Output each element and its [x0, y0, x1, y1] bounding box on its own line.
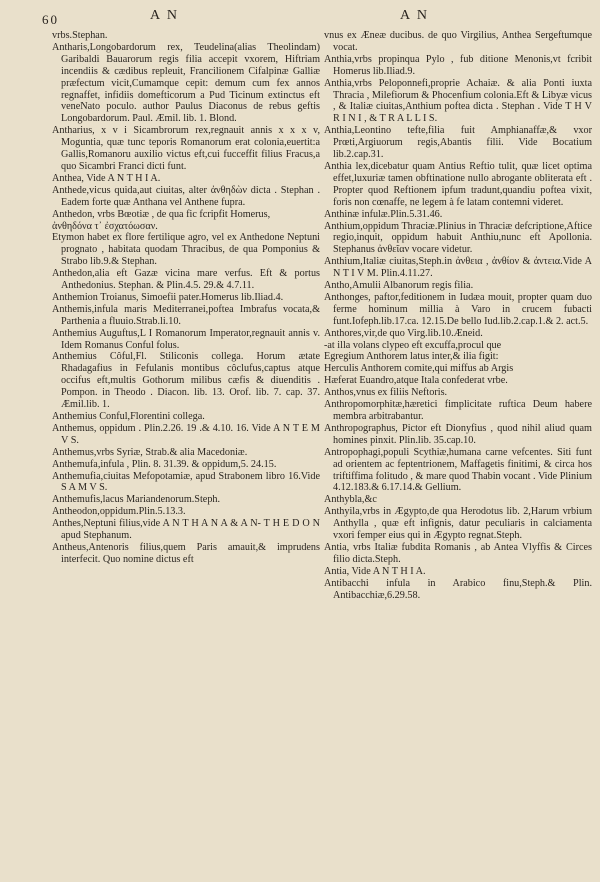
dictionary-entry: Antho,Amulii Albanorum regis filia.: [324, 280, 474, 292]
dictionary-entry: Anthemufia,ciuitas Mefopotamiæ, apud Strabonem libro 16.Vide S A M V S.: [52, 470, 320, 494]
dictionary-entry: Herculis Anthorem comite,qui miffus ab Argis: [324, 363, 514, 375]
dictionary-entry: Anthedon, vrbs Bœotiæ , de qua fic fcripfit Homerus,: [52, 208, 271, 220]
dictionary-entry: Anthia,vrbs Peloponnefi,proprie Achaiæ. & alia Ponti iuxta Thracia , Milefiorum & Phocenfium colonia.Eft & Libyæ vicus , & Italiæ ciuitas,Anthium poftea dicta . Stephan . Vide T H V R I N I , & T R A L L I S.: [324, 77, 592, 125]
dictionary-entry: Anthemus, oppidum . Plin.2.26. 19 .& 4.10. 16. Vide A N T E M V S.: [52, 422, 320, 446]
dictionary-entry: Antia, Vide A N T H I A.: [324, 565, 426, 577]
dictionary-entry: Anthemufis,lacus Mariandenorum.Steph.: [52, 494, 221, 506]
dictionary-entry: Anthyila,vrbs in Ægypto,de qua Herodotus lib. 2,Harum vrbium Anthylla , quæ eft infignis, datur peculiaris in calciamenta vxori femper eius qui in Ægypto regnat.Steph.: [324, 506, 592, 542]
dictionary-entry: Anthropomorphitæ,hæretici fimplicitate ruftica Deum habere membra arbitrabantur.: [324, 399, 592, 422]
page-header: [0, 8, 600, 28]
dictionary-entry: Anthonges, paftor,feditionem in Iudæa mouit, propter quam duo ferme hominum millia à Varo in crucem fubacti funt.Iofeph.lib.17.ca. 12.15.De bello Iud.lib.2.cap.1.& 2. act.5.: [324, 291, 592, 327]
dictionary-entry: Antropophagi,populi Scythiæ,humana carne vefcentes. Siti funt ad orientem ac feptentrionem, Maffagetis finitimi, & circa hos triftiffima folitudo , & mare quod Thabin vocant . Vide Plinium 4.12.183.& 6.17.14.& Gellium.: [324, 446, 592, 494]
dictionary-entry: Anthemius Auguftus,L I Romanorum Imperator,regnauit annis v. Idem Romanus Conful folus.: [52, 327, 320, 351]
dictionary-entry: Etymon habet ex flore fertilique agro, vel ex Anthedone Neptuni prognato , habitata quodam Thracibus, de qua Pomponius & Strabo lib.9.& Stephan.: [52, 232, 320, 268]
left-running-head: A N: [150, 8, 179, 23]
dictionary-entry: vnus ex Æneæ ducibus. de quo Virgilius, Anthea Sergeftumque vocat.: [324, 30, 592, 53]
dictionary-entry: Anthemufa,infula , Plin. 8. 31.39. & oppidum,5. 24.15.: [52, 458, 277, 470]
dictionary-entry: ἀνθηδόνα τ᾽ ἐσχατόωσαν.: [52, 220, 158, 232]
dictionary-entry: Egregium Anthorem latus inter,& ilia figit:: [324, 351, 499, 363]
dictionary-entry: -at illa volans clypeo eft excuffa,procul que: [324, 339, 502, 351]
right-column: [324, 30, 592, 602]
left-column: [52, 30, 320, 566]
dictionary-entry: Anthea, Vide A N T H I A.: [52, 172, 161, 184]
dictionary-entry: Anthemius Conful,Florentini collega.: [52, 411, 205, 422]
right-running-head: A N: [400, 8, 429, 23]
dictionary-entry: Anthos,vnus ex filiis Neftoris.: [324, 387, 448, 399]
dictionary-entry: Anthium,oppidum Thraciæ.Plinius in Thraciæ defcriptione,Aftice regio,inquit, oppidum habuit Anthiu,nunc eft Apollonia. Stephanus ἀνθεῖαν vocare videtur.: [324, 220, 592, 256]
dictionary-entry: Anthia,Leontino tefte,filia fuit Amphianaffæ,& vxor Prœti,Argiuorum regis,Abantis filii. Vide Bocatium lib.2.cap.31.: [324, 125, 592, 161]
dictionary-entry: Anthemus,vrbs Syriæ, Strab.& alia Macedoniæ.: [52, 446, 248, 458]
dictionary-entry: Anthemius Côful,Fl. Stiliconis collega. Horum ætate Rhadagafius in Fefulanis montibus côclufus,captus atque occifus eft,multis Gothorum milibus cæfis & diuenditis . Pompon. in Theodo . Diacon. lib. 13. Orof. lib. 7. cap. 37. Æmil.lib. 1.: [52, 351, 320, 411]
dictionary-entry: Antia, vrbs Italiæ fubdita Romanis , ab Antea Vlyffis & Circes filio dicta.Steph.: [324, 541, 592, 565]
dictionary-entry: Anthinæ infulæ.Plin.5.31.46.: [324, 208, 443, 220]
dictionary-entry: Anthede,vicus quida,aut ciuitas, alter ἀνθηδὼν dicta . Stephan . Eadem forte quæ Anthana vel Anthene fupra.: [52, 184, 320, 208]
dictionary-entry: vrbs.Stephan.: [52, 30, 108, 41]
dictionary-entry: Antharius, x v i Sicambrorum rex,regnauit annis x x x v, Moguntia, quæ tunc teporis Romanorum erat colonia,euertit:a Gallis,Romanoru auxilio victus eft,cui fucceffit filius Fracus,a quo Sicambri Franci dicti funt.: [52, 125, 320, 172]
dictionary-entry: Antheus,Antenoris filius,quem Paris amauit,& imprudens interfecit. Quo nomine dictus eft: [52, 541, 320, 565]
page-number: 60: [42, 12, 59, 27]
dictionary-entry: Anthemion Troianus, Simoefii pater.Homerus lib.Iliad.4.: [52, 291, 284, 303]
dictionary-entry: Anthia,vrbs propinqua Pylo , fub ditione Menonis,vt fcribit Homerus lib.Iliad.9.: [324, 53, 592, 77]
dictionary-entry: Antharis,Longobardorum rex, Teudelina(alias Theolindam) Garibaldi Bauarorum regis filia accepit vxorem, Hiftriam incendiis & cædibus repleuit, Francilionem Cifalpinæ Galliæ præfectum vicit,Cumamque cepit: demum cum fex annos regnaffet, infidiis domefticorum a Pud Ticinum extinctus eft veneNato poculo. author Paulus Diaconus de rebus geftis Longobardorum. Paul. Æmil. lib. 1. Blond.: [52, 41, 320, 125]
dictionary-entry: Anthium,Italiæ ciuitas,Steph.in ἀνθεια , ἀνθίον & ἀντεια.Vide A N T I V M. Plin.4.11.27.: [324, 256, 592, 280]
dictionary-entry: Anthedon,alia eft Gazæ vicina mare verfus. Eft & portus Anthedonius. Stephan. & Plin.4.5. 29.& 4.7.11.: [52, 268, 320, 292]
dictionary-entry: Anthemis,infula maris Mediterranei,poftea Imbrafus vocata,& Parthenia a fluuio.Strab.li.10.: [52, 303, 320, 327]
dictionary-entry: Anthores,vir,de quo Virg.lib.10.Æneid.: [324, 327, 483, 339]
dictionary-entry: Antheodon,oppidum.Plin.5.13.3.: [52, 506, 186, 518]
dictionary-entry: Anthybla,&c: [324, 494, 377, 506]
dictionary-entry: Anthes,Neptuni filius,vide A N T H A N A & A N- T H E D O N apud Stephanum.: [52, 518, 320, 542]
dictionary-entry: Anthropographus, Pictor eft Dionyfius , quod nihil aliud quam homines pinxit. Plin.lib. 35.cap.10.: [324, 422, 592, 446]
dictionary-entry: Antibacchi infula in Arabico finu,Steph.& Plin. Antibacchiæ,6.29.58.: [324, 577, 592, 601]
dictionary-entry: Anthia lex,dicebatur quam Antius Reftio tulit, quæ licet optima effet,luxuriæ tamen obftinatione nullo abrogante obliterata eft . Propter quod Reftionem ipfum tradunt,quandiu poftea vixit, foris non cœnaffe, ne legem à fe latam contemni videret.: [324, 160, 592, 208]
dictionary-entry: Hæferat Euandro,atque Itala confederat vrbe.: [324, 375, 508, 387]
